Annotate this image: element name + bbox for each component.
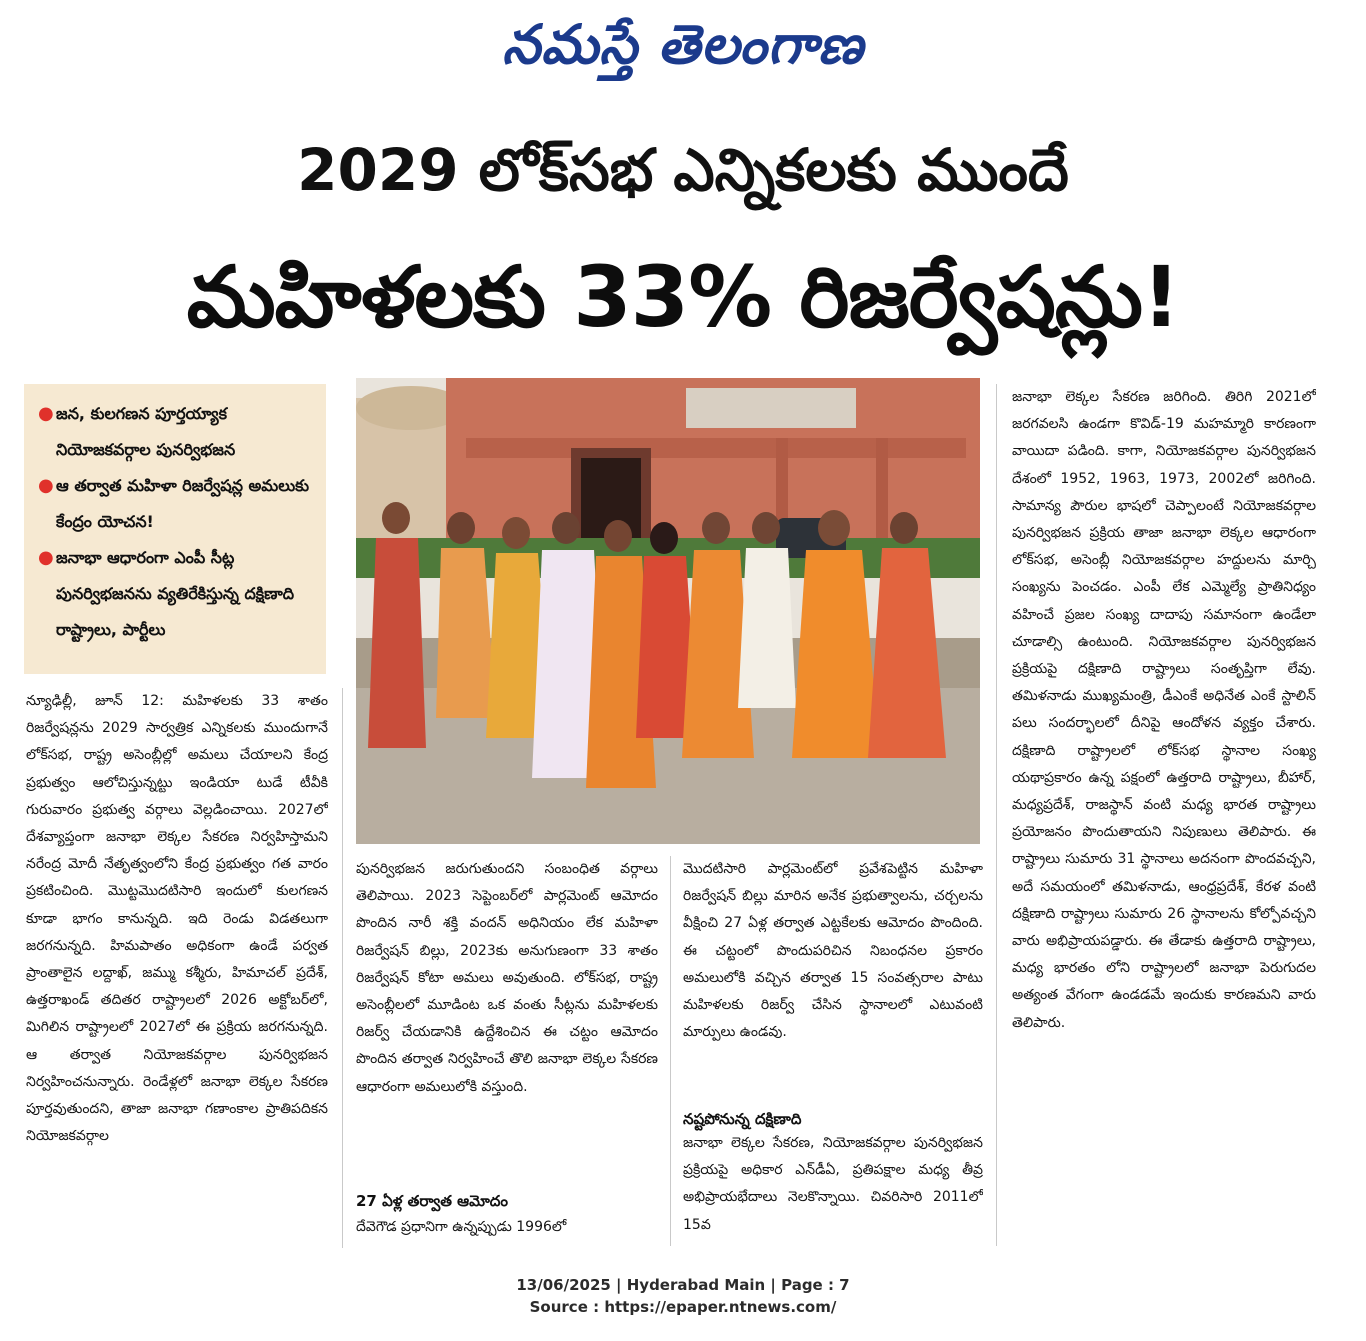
highlight-text: జన, కులగణన పూర్తయ్యాక నియోజకవర్గాల పునర్విభజన [56,404,236,459]
news-photo [356,378,980,844]
column-divider [996,384,997,1246]
bullet-icon: ● [38,475,54,496]
bullet-icon: ● [38,547,54,568]
page-footer [0,1274,1366,1318]
highlight-item [38,396,314,468]
masthead-logo: నమస్తే తెలంగాణ [502,12,864,76]
highlight-text: ఆ తర్వాత మహిళా రిజర్వేషన్ల అమలుకు కేంద్రం యోచన! [56,476,310,531]
main-headline: మహిళలకు 33% రిజర్వేషన్లు! [186,248,1180,346]
highlight-item [38,468,314,540]
article-column-2: పునర్విభజన జరుగుతుందని సంబంధిత వర్గాలు తెలిపాయి. 2023 సెప్టెంబర్‌లో పార్లమెంట్ ఆమోదం పొందిన నారీ శక్తి వందన్ అధినియం లేక మహిళా రిజర్వేషన్ బిల్లు, 2023కు అనుగుణంగా 33 శాతం రిజర్వేషన్ కోటా అమలు అవుతుంది. లోక్‌సభ, రాష్ట్ర అసెంబ్లీలలో మూడింట ఒక వంతు సీట్లను మహిళలకు రిజర్వ్ చేయడానికి ఉద్దేశించిన ఈ చట్టం ఆమోదం పొందిన తర్వాత నిర్వహించే తొలి జనాభా లెక్కల సేకరణ ఆధారంగా అమలులోకి వస్తుంది. [356,861,658,1095]
source-link[interactable]: Source : https://epaper.ntnews.com/ [529,1298,837,1316]
highlight-item [38,540,314,648]
article-column-3: మొదటిసారి పార్లమెంట్‌లో ప్రవేశపెట్టిన మహిళా రిజర్వేషన్ బిల్లు మారిన అనేక ప్రభుత్వాలను, చర్చలను వీక్షించి 27 ఏళ్ల తర్వాత ఎట్టకేలకు ఆమోదం పొందింది. ఈ చట్టంలో పొందుపరిచిన నిబంధనల ప్రకారం అమలులోకి వచ్చిన తర్వాత 15 సంవత్సరాల పాటు మహిళలకు రిజర్వ్ చేసిన స్థానాలలో ఎటువంటి మార్పులు ఉండవు. [683,861,983,1041]
subheading: నష్టపోనున్న దక్షిణాది [683,1110,802,1128]
women-mps-photo [356,378,980,844]
column-divider [670,856,671,1246]
article-column-1: న్యూఢిల్లీ, జూన్ 12: మహిళలకు 33 శాతం రిజర్వేషన్లను 2029 సార్వత్రిక ఎన్నికలకు ముందుగానే లోక్‌సభ, రాష్ట్ర అసెంబ్లీల్లో అమలు చేయాలని కేంద్ర ప్రభుత్వం ఆలోచిస్తున్నట్టు ఇండియా టుడే టీవీకి గురువారం ప్రభుత్వ వర్గాలు వెల్లడించాయి. 2027లో దేశవ్యాప్తంగా జనాభా లెక్కల సేకరణ నిర్వహిస్తామని నరేంద్ర మోదీ నేతృత్వంలోని కేంద్ర ప్రభుత్వం గత వారం ప్రకటించింది. మొట్టమొదటిసారి ఇందులో కులగణన కూడా భాగం కానున్నది. ఇది రెండు విడతలుగా జరగనున్నది. హిమపాతం అధికంగా ఉండే పర్వత ప్రాంతాలైన లద్దాఖ్, జమ్ము కశ్మీరు, హిమాచల్ ప్రదేశ్, ఉత్తరాఖండ్ తదితర రాష్ట్రాలలో 2026 అక్టోబర్‌లో, మిగిలిన రాష్ట్రాలలో 2027లో ఈ ప్రక్రియ జరగనున్నది. ఆ తర్వాత నియోజకవర్గాల పునర్విభజన నిర్వహించనున్నారు. రెండేళ్లలో జనాభా లెక్కల సేకరణ పూర్తవుతుందని, తాజా జనాభా గణాంకాల ప్రాతిపదికన నియోజకవర్గాల [26,693,328,1145]
edition-info: 13/06/2025 | Hyderabad Main | Page : 7 [516,1276,850,1294]
headline-kicker: 2029 లోక్‌సభ ఎన్నికలకు ముందే [297,136,1069,204]
bullet-icon: ● [38,403,54,424]
subheading: 27 ఏళ్ల తర్వాత ఆమోదం [356,1192,508,1210]
article-column-4: జనాభా లెక్కల సేకరణ జరిగింది. తిరిగి 2021లో జరగవలసి ఉండగా కొవిడ్-19 మహమ్మారి కారణంగా వాయిదా పడింది. కాగా, నియోజకవర్గాల పునర్విభజన దేశంలో 1952, 1963, 1973, 2002లో జరిగింది. సామాన్య పౌరుల భాషలో చెప్పాలంటే నియోజకవర్గాల పునర్విభజన ప్రక్రియ తాజా జనాభా లెక్కల ఆధారంగా లోక్‌సభ, అసెంబ్లీ నియోజకవర్గాల హద్దులను మార్చి సంఖ్యను పెంచడం. ఎంపీ లేక ఎమ్మెల్యే ప్రాతినిధ్యం వహించే ప్రజల సంఖ్య దాదాపు సమానంగా ఉండేలా చూడాల్సి ఉంటుంది. నియోజకవర్గాల పునర్విభజన ప్రక్రియపై దక్షిణాది రాష్ట్రాలు సంతృప్తిగా లేవు. తమిళనాడు ముఖ్యమంత్రి, డీఎంకే అధినేత ఎంకే స్టాలిన్ పలు సందర్భాలలో దీనిపై ఆందోళన వ్యక్తం చేశారు. దక్షిణాది రాష్ట్రాలలో లోక్‌సభ స్థానాల సంఖ్య యథాప్రకారం ఉన్న పక్షంలో ఉత్తరాది రాష్ట్రాలు, బీహార్, మధ్యప్రదేశ్, రాజస్థాన్ వంటి మధ్య భారత రాష్ట్రాలు ప్రయోజనం పొందుతాయని నిపుణులు తెలిపారు. ఈ రాష్ట్రాలు సుమారు 31 స్థానాలు అదనంగా పొందవచ్చని, అదే సమయంలో తమిళనాడు, ఆంధ్రప్రదేశ్, కేరళ వంటి దక్షిణాది రాష్ట్రాలు సుమారు 26 స్థానాలను కోల్పోవచ్చని వారు అభిప్రాయపడ్డారు. ఈ తేడాకు ఉత్తరాది రాష్ట్రాలు, మధ్య భారతం లోని రాష్ట్రాలలో జనాభా పెరుగుదల అత్యంత వేగంగా ఉండడమే ఇందుకు కారణమని వారు తెలిపారు. [1012,389,1316,1031]
highlight-text: జనాభా ఆధారంగా ఎంపీ సీట్ల పునర్విభజనను వ్యతిరేకిస్తున్న దక్షిణాది రాష్ట్రాలు, పార్టీలు [56,548,295,639]
article-column-3-continued: జనాభా లెక్కల సేకరణ, నియోజకవర్గాల పునర్విభజన ప్రక్రియపై అధికార ఎన్‌డీఏ, ప్రతిపక్షాల మధ్య తీవ్ర అభిప్రాయభేదాలు నెలకొన్నాయి. చివరిసారి 2011లో 15వ [683,1135,983,1233]
highlights-box [24,384,326,674]
column-divider [342,688,343,1248]
article-column-2-continued: దేవెగౌడ ప్రధానిగా ఉన్నప్పుడు 1996లో [356,1219,567,1235]
